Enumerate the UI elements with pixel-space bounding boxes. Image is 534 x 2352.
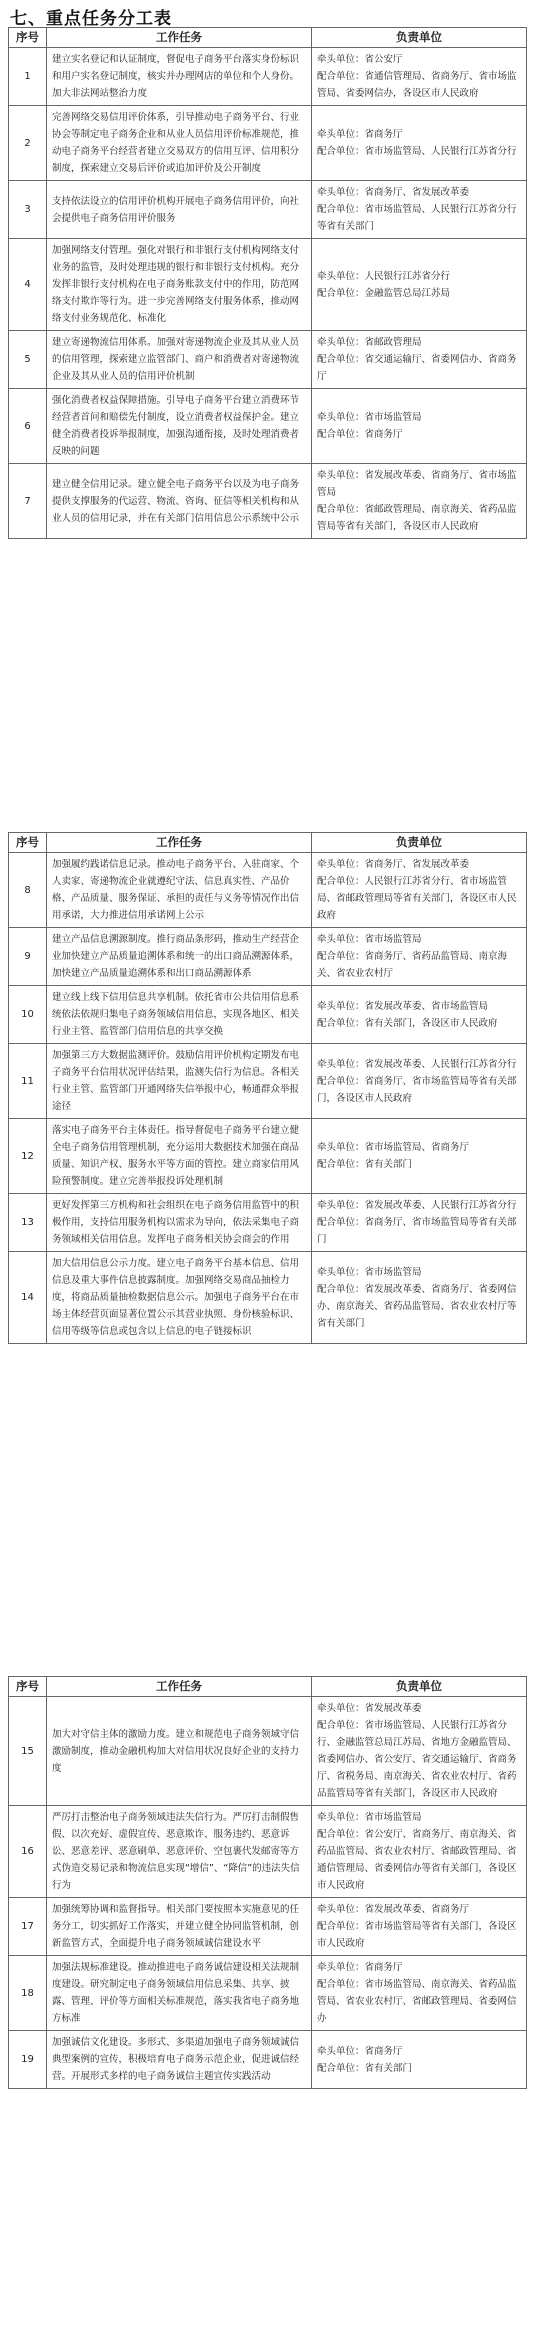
unit-line: 配合单位：省市场监管局等省有关部门，各设区市人民政府 — [317, 1921, 517, 1949]
row-number: 11 — [9, 1044, 47, 1119]
row-number: 5 — [9, 331, 47, 389]
unit-line: 牵头单位：省商务厅、省发展改革委 — [317, 187, 470, 198]
unit-line: 配合单位：省市场监管局、人民银行江苏省分行、金融监管总局江苏局、省地方金融监管局、省委网信办、省公安厅、省交通运输厅、省商务厅、省税务局、南京海关、省农业农村厅、省药品监管局等省有关部门，各设区市人民政府 — [317, 1720, 517, 1799]
table-row — [9, 1806, 527, 1898]
table-row — [9, 1956, 527, 2031]
table-row — [9, 1697, 527, 1806]
unit-line: 配合单位：省邮政管理局、南京海关、省药品监管局等省有关部门，各设区市人民政府 — [317, 504, 517, 532]
unit-line: 牵头单位：省发展改革委、省市场监管局 — [317, 1000, 489, 1012]
unit-line: 牵头单位：省市场监管局 — [317, 1266, 422, 1278]
table-row — [9, 48, 527, 106]
work-task: 完善网络交易信用评价体系，引导推动电子商务平台、行业协会等制定电子商务企业和从业人员信用评价标准规范，推动电子商务平台经营者建立交易双方的信用互评、信用积分制度，探索建立交易后评价或追加评价及公开制度 — [47, 106, 312, 181]
table-row — [9, 1119, 527, 1194]
unit-line: 牵头单位：省市场监管局 — [317, 934, 422, 945]
unit-line: 配合单位：省市场监管局、人民银行江苏省分行等省有关部门 — [317, 204, 517, 232]
responsible-units — [312, 1697, 527, 1806]
unit-line: 配合单位：省公安厅、省商务厅、南京海关、省药品监管局、省农业农村厅、省邮政管理局、省通信管理局、省委网信办等省有关部门，各设区市人民政府 — [317, 1829, 517, 1891]
row-number: 6 — [9, 389, 47, 464]
table-row — [9, 928, 527, 986]
unit-line: 牵头单位：省发展改革委、省商务厅、省市场监管局 — [317, 470, 517, 498]
unit-line: 配合单位：省商务厅 — [317, 429, 403, 440]
unit-line: 牵头单位：省市场监管局 — [317, 412, 422, 423]
row-number: 17 — [9, 1898, 47, 1956]
header-task: 工作任务 — [47, 1677, 312, 1697]
unit-line: 牵头单位：省市场监管局 — [317, 1812, 422, 1823]
unit-line: 牵头单位：省市场监管局、省商务厅 — [317, 1142, 470, 1153]
table-row — [9, 389, 527, 464]
responsible-units — [312, 928, 527, 986]
table-header-row — [9, 1677, 527, 1697]
table-header-row — [9, 28, 527, 48]
header-task: 工作任务 — [47, 833, 312, 853]
work-task: 加强第三方大数据监测评价。鼓励信用评价机构定期发布电子商务平台信用状况评估结果，监测失信行为信息。各相关行业主管、监管部门开通网络失信举报中心，畅通群众举报途径 — [47, 1044, 312, 1119]
work-task: 更好发挥第三方机构和社会组织在电子商务信用监管中的积极作用，支持信用服务机构以需求为导向，依法采集电子商务领域相关信用信息。发挥电子商务相关协会商会的作用 — [47, 1194, 312, 1252]
work-task: 加强统筹协调和监督指导。相关部门要按照本实施意见的任务分工，切实抓好工作落实，并建立健全协同监管机制，创新监管方式，全面提升电子商务领域诚信建设水平 — [47, 1898, 312, 1956]
responsible-units — [312, 181, 527, 239]
header-no: 序号 — [9, 1677, 47, 1697]
responsible-units — [312, 239, 527, 331]
unit-line: 配合单位：省有关部门 — [317, 2062, 413, 2074]
work-task: 建立产品信息溯源制度。推行商品条形码，推动生产经营企业加快建立产品质量追溯体系和统一的出口商品溯源体系，加快建立产品质量追溯体系和出口商品溯源体系 — [47, 928, 312, 986]
row-number: 2 — [9, 106, 47, 181]
responsible-units — [312, 1956, 527, 2031]
responsible-units — [312, 331, 527, 389]
responsible-units — [312, 853, 527, 928]
work-task: 落实电子商务平台主体责任。指导督促电子商务平台建立健全电子商务信用管理机制，充分运用大数据技术加强在商品质量、知识产权、服务水平等方面的管控。建立商家信用风险预警制度。建立完善举报投诉处理机制 — [47, 1119, 312, 1194]
unit-line: 牵头单位：省发展改革委、人民银行江苏省分行 — [317, 1200, 517, 1211]
row-number: 18 — [9, 1956, 47, 2031]
unit-line: 牵头单位：省发展改革委、省商务厅 — [317, 1904, 470, 1915]
work-task: 建立线上线下信用信息共享机制。依托省市公共信用信息系统依法依规归集电子商务领域信用信息，实现各地区、相关行业主管、监管部门信用信息的共享交换 — [47, 986, 312, 1044]
unit-line: 牵头单位：省商务厅 — [317, 129, 403, 140]
table-row — [9, 1252, 527, 1344]
table-row — [9, 331, 527, 389]
table-row — [9, 464, 527, 539]
unit-line: 牵头单位：省商务厅、省发展改革委 — [317, 859, 470, 870]
work-task: 建立健全信用记录。建立健全电子商务平台以及为电子商务提供支撑服务的代运营、物流、咨询、征信等相关机构和从业人员的信用记录，并在有关部门信用信息公示系统中公示 — [47, 464, 312, 539]
row-number: 16 — [9, 1806, 47, 1898]
unit-line: 配合单位：省市场监管局、人民银行江苏省分行 — [317, 146, 517, 157]
row-number: 1 — [9, 48, 47, 106]
responsible-units — [312, 1119, 527, 1194]
table-row — [9, 239, 527, 331]
unit-line: 牵头单位：人民银行江苏省分行 — [317, 270, 451, 282]
responsible-units — [312, 48, 527, 106]
unit-line: 配合单位：金融监管总局江苏局 — [317, 287, 451, 299]
work-task: 加强法规标准建设。推动推进电子商务诚信建设相关法规制度建设。研究制定电子商务领域信用信息采集、共享、披露、管理、评价等方面相关标准规范，落实我省电子商务地方标准 — [47, 1956, 312, 2031]
table-row — [9, 853, 527, 928]
task-table-3 — [8, 1676, 527, 2089]
responsible-units — [312, 1044, 527, 1119]
unit-line: 配合单位：省商务厅、省市场监管局等省有关部门 — [317, 1217, 517, 1245]
header-no: 序号 — [9, 833, 47, 853]
responsible-units — [312, 1898, 527, 1956]
unit-line: 牵头单位：省发展改革委 — [317, 1703, 422, 1714]
responsible-units — [312, 106, 527, 181]
responsible-units — [312, 389, 527, 464]
table-row — [9, 1044, 527, 1119]
page-title: 七、重点任务分工表 — [10, 9, 172, 29]
work-task: 加强网络支付管理。强化对银行和非银行支付机构网络支付业务的监管，及时处理违规的银行和非银行支付机构。充分发挥非银行支付机构在电子商务账款支付中的作用，防范网络支付欺诈等行为。进一步完善网络支付服务体系，推动网络支付业务规范化、标准化 — [47, 239, 312, 331]
responsible-units — [312, 464, 527, 539]
table-row — [9, 106, 527, 181]
unit-line: 配合单位：省市场监管局、南京海关、省药品监管局、省农业农村厅、省邮政管理局、省委网信办 — [317, 1979, 517, 2024]
unit-line: 牵头单位：省公安厅 — [317, 54, 403, 65]
unit-line: 配合单位：省有关部门 — [317, 1159, 413, 1170]
unit-line: 牵头单位：省邮政管理局 — [317, 337, 422, 348]
row-number: 9 — [9, 928, 47, 986]
unit-line: 配合单位：省商务厅、省药品监管局、南京海关、省农业农村厅 — [317, 951, 508, 979]
header-units: 负责单位 — [312, 1677, 527, 1697]
responsible-units — [312, 1194, 527, 1252]
unit-line: 配合单位：人民银行江苏省分行、省市场监管局、省邮政管理局等省有关部门，各设区市人民政府 — [317, 876, 517, 921]
unit-line: 牵头单位：省商务厅 — [317, 1962, 403, 1973]
row-number: 7 — [9, 464, 47, 539]
work-task: 建立寄递物流信用体系。加强对寄递物流企业及其从业人员的信用管理，探索建立监管部门、商户和消费者对寄递物流企业及其从业人员的信用评价机制 — [47, 331, 312, 389]
unit-line: 配合单位：省发展改革委、省商务厅、省委网信办、南京海关、省药品监管局、省农业农村厅等省有关部门 — [317, 1283, 517, 1329]
table-row — [9, 986, 527, 1044]
table-header-row — [9, 833, 527, 853]
work-task: 加大信用信息公示力度。建立电子商务平台基本信息、信用信息及重大事件信息披露制度。加强网络交易商品抽检力度，将商品质量抽检数据信息公示。加强电子商务平台在市场主体经营页面显著位置公示其营业执照、身份核验标识、信用等级等信息或包含以上信息的电子链接标识 — [47, 1252, 312, 1344]
work-task: 建立实名登记和认证制度，督促电子商务平台落实身份标识和用户实名登记制度，核实并办理网店的单位和个人身份。加大非法网站整治力度 — [47, 48, 312, 106]
unit-line: 配合单位：省有关部门，各设区市人民政府 — [317, 1017, 498, 1029]
row-number: 19 — [9, 2031, 47, 2089]
task-table-1 — [8, 27, 527, 539]
unit-line: 牵头单位：省发展改革委、人民银行江苏省分行 — [317, 1058, 517, 1070]
task-table-2 — [8, 832, 527, 1344]
work-task: 加大对守信主体的激励力度。建立和规范电子商务领域守信激励制度，推动金融机构加大对信用状况良好企业的支持力度 — [47, 1697, 312, 1806]
row-number: 14 — [9, 1252, 47, 1344]
row-number: 15 — [9, 1697, 47, 1806]
header-units: 负责单位 — [312, 28, 527, 48]
row-number: 13 — [9, 1194, 47, 1252]
responsible-units — [312, 1806, 527, 1898]
unit-line: 配合单位：省交通运输厅、省委网信办、省商务厅 — [317, 354, 517, 382]
responsible-units — [312, 1252, 527, 1344]
responsible-units — [312, 986, 527, 1044]
responsible-units — [312, 2031, 527, 2089]
row-number: 8 — [9, 853, 47, 928]
unit-line: 配合单位：省通信管理局、省商务厅、省市场监管局、省委网信办，各设区市人民政府 — [317, 71, 517, 99]
row-number: 12 — [9, 1119, 47, 1194]
table-row — [9, 1898, 527, 1956]
table-row — [9, 1194, 527, 1252]
header-task: 工作任务 — [47, 28, 312, 48]
work-task: 支持依法设立的信用评价机构开展电子商务信用评价，向社会提供电子商务信用评价服务 — [47, 181, 312, 239]
work-task: 加强履约践诺信息记录。推动电子商务平台、入驻商家、个人卖家、寄递物流企业就遵纪守法、信息真实性、产品价格、产品质量、服务保证、承担的责任与义务等情况作出信用承诺，大力推进信用承诺网上公示 — [47, 853, 312, 928]
unit-line: 配合单位：省商务厅、省市场监管局等省有关部门，各设区市人民政府 — [317, 1075, 517, 1104]
table-row — [9, 181, 527, 239]
table-row — [9, 2031, 527, 2089]
work-task: 强化消费者权益保障措施。引导电子商务平台建立消费环节经营者首问和赔偿先付制度，设立消费者权益保护金。建立健全消费者投诉举报制度，加强沟通衔接，及时处理消费者反映的问题 — [47, 389, 312, 464]
header-no: 序号 — [9, 28, 47, 48]
work-task: 严厉打击整治电子商务领域违法失信行为。严厉打击制假售假、以次充好、虚假宣传、恶意欺诈、服务违约、恶意诉讼、恶意差评、恶意刷单、恶意评价、空包裹代发邮寄等方式伪造交易记录和物流信息实现“增信”、“降信”的违法失信行为 — [47, 1806, 312, 1898]
row-number: 4 — [9, 239, 47, 331]
row-number: 10 — [9, 986, 47, 1044]
row-number: 3 — [9, 181, 47, 239]
work-task: 加强诚信文化建设。多形式、多渠道加强电子商务领域诚信典型案例的宣传，积极培育电子商务示范企业，促进诚信经营。开展形式多样的电子商务诚信主题宣传实践活动 — [47, 2031, 312, 2089]
unit-line: 牵头单位：省商务厅 — [317, 2045, 403, 2057]
header-units: 负责单位 — [312, 833, 527, 853]
